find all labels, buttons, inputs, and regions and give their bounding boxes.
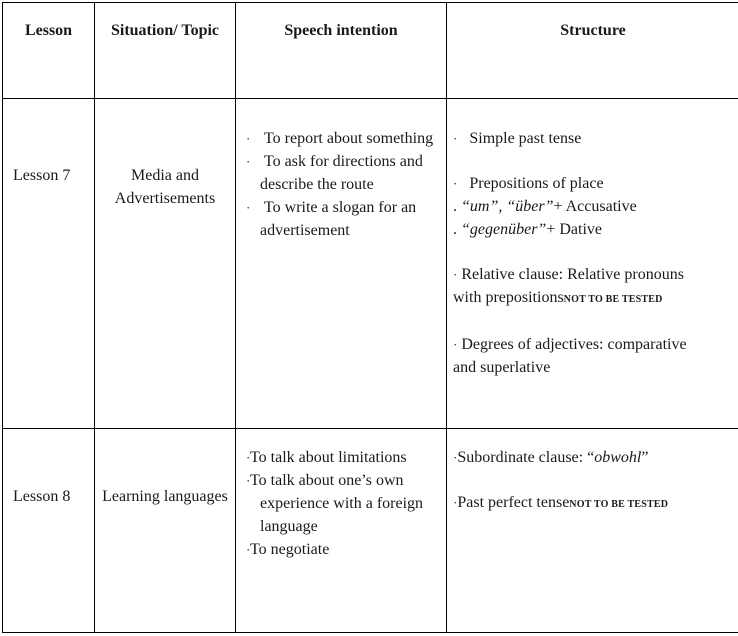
- list-item: . “gegenüber”+ Dative: [453, 221, 602, 238]
- header-structure: Structure: [447, 3, 738, 99]
- list-item: ·Past perfect tenseNOT TO BE TESTED: [453, 494, 669, 511]
- speech-list: [246, 446, 440, 561]
- speech-cell: [236, 99, 447, 429]
- list-item: with prepositionsNOT TO BE TESTED: [453, 289, 663, 306]
- list-item: · To report about something: [246, 130, 434, 147]
- list-item: . “um”, “über”+ Accusative: [453, 198, 637, 215]
- header-row: [3, 3, 738, 99]
- lesson-label: Lesson 7: [13, 167, 71, 184]
- list-item: · To talk about one’s own experience with a foreign language: [246, 472, 424, 535]
- not-tested-note: NOT TO BE TESTED: [569, 499, 669, 510]
- header-speech-intention: Speech intention: [236, 3, 447, 99]
- header-topic: Situation/ Topic: [95, 3, 236, 99]
- list-item: · To negotiate: [246, 541, 330, 558]
- curriculum-table: [2, 2, 738, 633]
- structure-cell: [447, 429, 738, 633]
- speech-cell: [236, 429, 447, 633]
- lesson-label: Lesson 8: [13, 488, 71, 505]
- list-item: · To talk about limitations: [246, 449, 407, 466]
- list-item: · Relative clause: Relative pronouns: [453, 266, 684, 283]
- list-item: · Simple past tense: [453, 130, 582, 147]
- list-item: and superlative: [453, 359, 551, 376]
- speech-list: [246, 127, 440, 242]
- structure-list: [453, 446, 733, 516]
- structure-list: [453, 127, 733, 379]
- structure-cell: [447, 99, 738, 429]
- list-item: · To ask for directions and describe the route: [246, 153, 423, 193]
- list-item: · To write a slogan for an advertisement: [246, 199, 417, 239]
- topic-text: Learning languages: [102, 488, 228, 505]
- lesson-cell: [3, 99, 95, 429]
- topic-cell: [95, 99, 236, 429]
- not-tested-note: NOT TO BE TESTED: [563, 294, 663, 305]
- table-row: [3, 429, 738, 633]
- table-row: [3, 99, 738, 429]
- header-lesson: Lesson: [3, 3, 95, 99]
- topic-text: Media and Advertisements: [114, 167, 216, 207]
- lesson-cell: [3, 429, 95, 633]
- topic-cell: [95, 429, 236, 633]
- list-item: ·Subordinate clause: “obwohl”: [453, 449, 649, 466]
- list-item: · Prepositions of place: [453, 175, 604, 192]
- list-item: · Degrees of adjectives: comparative: [453, 336, 687, 353]
